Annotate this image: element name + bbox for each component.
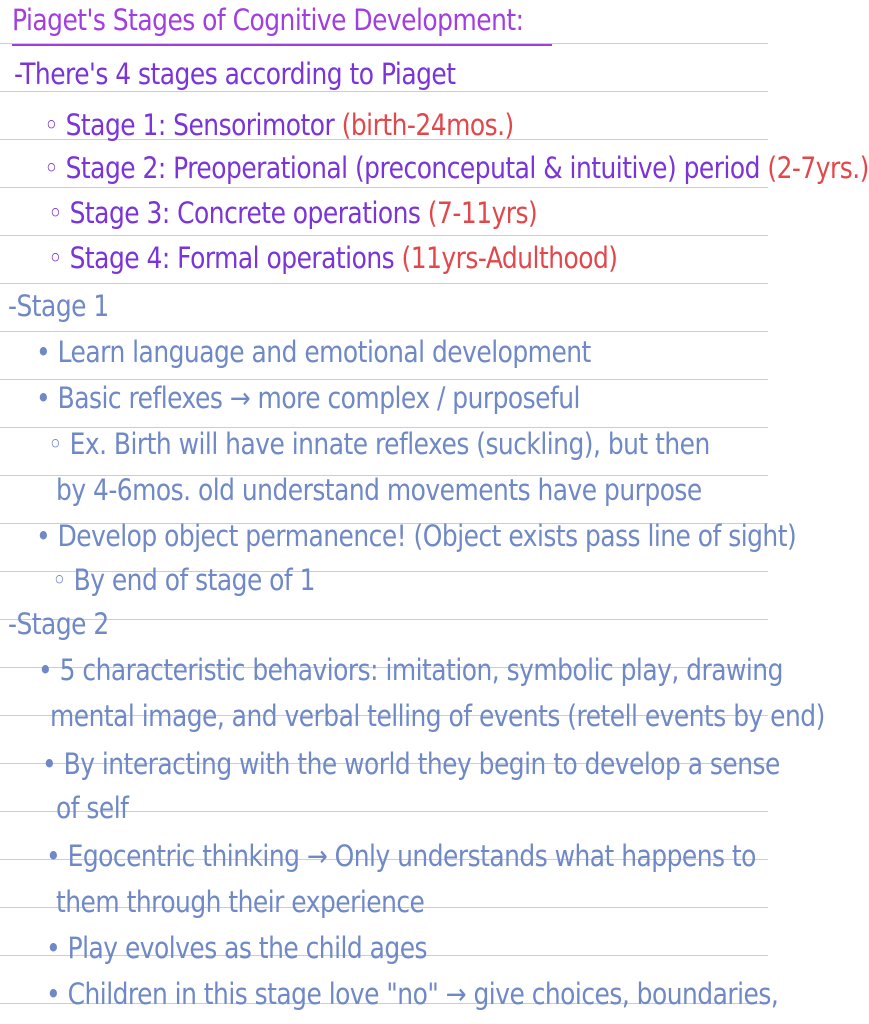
- stage2-line-3: • By interacting with the world they begin to develop a sense: [42, 747, 780, 781]
- stage-label: ◦ Stage 2: Preoperational (preconceputal & intuitive) period: [44, 151, 760, 185]
- stage1-line-6: ◦ By end of stage of 1: [52, 563, 315, 597]
- stage-age: (birth-24mos.): [341, 108, 514, 142]
- stage1-line-2: • Basic reflexes → more complex / purposeful: [36, 381, 580, 415]
- stage-label: ◦ Stage 3: Concrete operations: [48, 196, 421, 230]
- stage-age: (2-7yrs.): [767, 151, 869, 185]
- stage2-line-1: • 5 characteristic behaviors: imitation, symbolic play, drawing: [38, 653, 783, 687]
- stage2-line-5: • Egocentric thinking → Only understands what happens to: [46, 839, 756, 873]
- stage-age: (7-11yrs): [427, 196, 538, 230]
- stage1-heading: -Stage 1: [8, 289, 109, 323]
- stage-label: ◦ Stage 1: Sensorimotor: [44, 108, 335, 142]
- stage2-line-4: of self: [56, 791, 129, 825]
- intro-line: -There's 4 stages according to Piaget: [14, 57, 456, 91]
- page-title: Piaget's Stages of Cognitive Development:: [12, 3, 524, 37]
- stage-age: (11yrs-Adulthood): [401, 241, 618, 275]
- stage1-line-5: • Develop object permanence! (Object exists pass line of sight): [36, 519, 797, 553]
- stage2-heading: -Stage 2: [8, 607, 109, 641]
- stage2-line-2: mental image, and verbal telling of events (retell events by end): [50, 699, 825, 733]
- stage-list-item-2: [44, 150, 869, 186]
- title-underline: [12, 44, 552, 46]
- stage1-line-4: by 4-6mos. old understand movements have purpose: [56, 473, 702, 507]
- stage-list-item-3: [48, 195, 537, 231]
- stage2-line-7: • Play evolves as the child ages: [46, 931, 428, 965]
- stage2-line-8: • Children in this stage love "no" → give choices, boundaries,: [46, 977, 779, 1011]
- stage-list-item-4: [48, 240, 618, 276]
- stage1-line-3: ◦ Ex. Birth will have innate reflexes (suckling), but then: [48, 427, 710, 461]
- stage-list-item-1: [44, 107, 514, 143]
- stage1-line-1: • Learn language and emotional development: [36, 335, 591, 369]
- stage2-line-6: them through their experience: [56, 885, 425, 919]
- stage-label: ◦ Stage 4: Formal operations: [48, 241, 395, 275]
